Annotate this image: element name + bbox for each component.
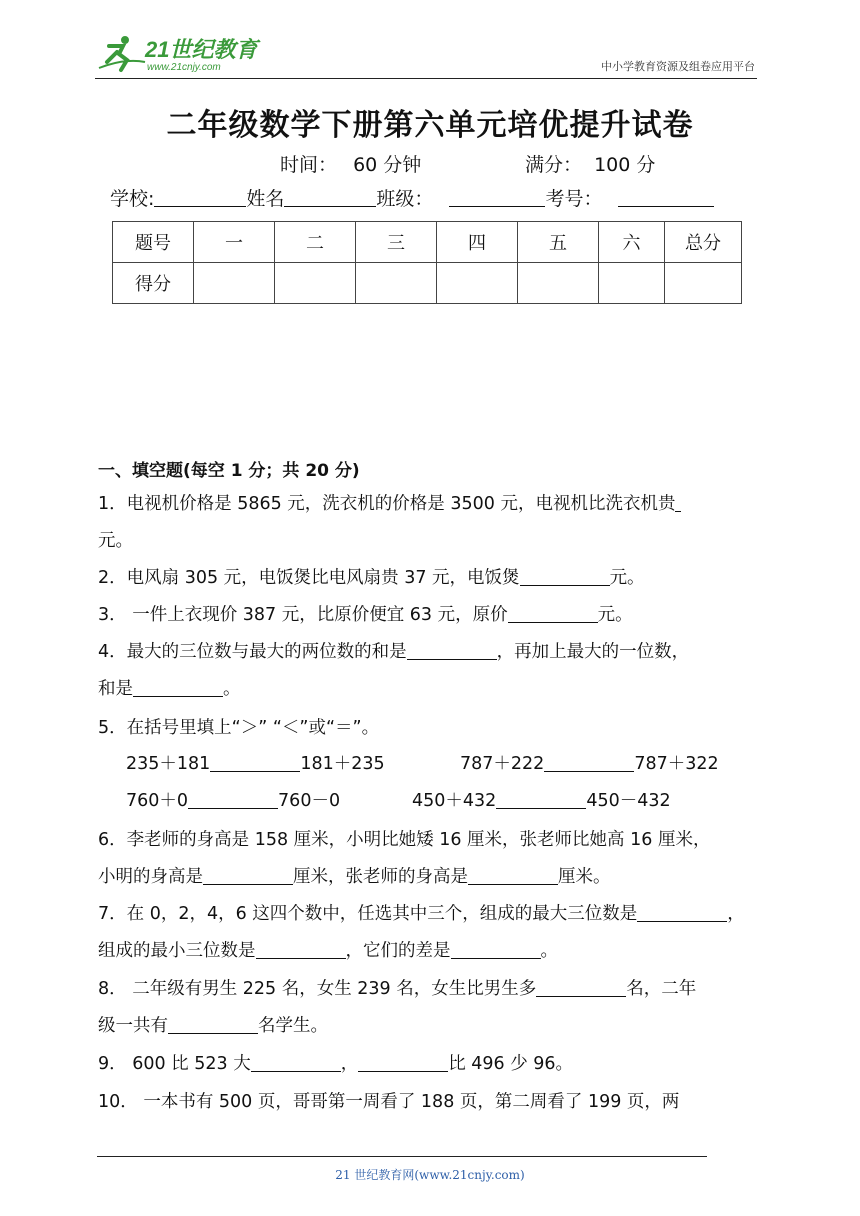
page-footer: 21 世纪教育网(www.21cnjy.com) [335, 1168, 525, 1182]
name-blank[interactable] [284, 188, 376, 207]
question-9 [98, 1050, 573, 1075]
question-10 [98, 1088, 679, 1113]
question-text: 厘米。 [558, 867, 611, 887]
page-header [95, 30, 757, 79]
answer-blank[interactable] [544, 753, 634, 772]
question-6-cont [98, 863, 611, 888]
answer-blank[interactable] [468, 866, 558, 885]
question-6 [98, 826, 710, 851]
question-text: 级一共有 [98, 1016, 168, 1036]
question-text: 组成的最小三位数是 [98, 941, 256, 961]
question-text: 厘米，张老师的身高是 [293, 867, 468, 887]
header-tagline: 中小学教育资源及组卷应用平台 [601, 60, 755, 73]
answer-blank[interactable] [251, 1053, 341, 1072]
answer-blank[interactable] [203, 866, 293, 885]
question-text: 7．在 0，2，4，6 这四个数中，任选其中三个，组成的最大三位数是 [98, 904, 638, 924]
question-5 [98, 714, 379, 739]
exam-no-label: 考号： [545, 188, 603, 210]
score-info [525, 150, 655, 177]
answer-blank[interactable] [133, 678, 223, 697]
question-8-cont [98, 1012, 328, 1037]
brand-logo [95, 32, 265, 74]
brand-url: www.21cnjy.com [147, 62, 221, 73]
brand-name: 21世纪教育 [145, 37, 258, 62]
question-text: 比 496 少 96。 [448, 1054, 574, 1074]
question-4-cont [98, 675, 241, 700]
student-info-line [110, 184, 714, 211]
question-text: ， [340, 1054, 359, 1074]
question-1 [98, 490, 681, 515]
question-text: 10． 一本书有 500 页，哥哥第一周看了 188 页，第二周看了 199 页，两 [98, 1092, 680, 1112]
question-8 [98, 975, 696, 1000]
compare-item [460, 750, 719, 775]
expression: 235＋181 [126, 754, 211, 774]
question-text: 元。 [597, 605, 633, 625]
expression: 760＋0 [126, 791, 189, 811]
question-text: 名学生。 [258, 1016, 328, 1036]
page-title: 二年级数学下册第六单元培优提升试卷 [166, 108, 694, 143]
expression: 450＋432 [412, 791, 497, 811]
school-label: 学校: [110, 188, 155, 210]
footer-divider [97, 1156, 707, 1157]
answer-blank[interactable] [520, 567, 610, 586]
answer-blank[interactable] [451, 940, 541, 959]
question-text: 名，二年 [626, 979, 697, 999]
score-cell[interactable] [356, 263, 437, 304]
table-header-cell: 六 [599, 222, 665, 263]
question-text: 元。 [98, 531, 133, 551]
answer-blank[interactable] [210, 753, 300, 772]
question-1-cont [98, 527, 133, 552]
question-text: ，再加上最大的一位数， [496, 642, 690, 662]
expression: 787＋222 [460, 754, 545, 774]
answer-blank[interactable] [637, 903, 727, 922]
time-label: 时间： [280, 154, 338, 176]
question-text: 。 [540, 941, 558, 961]
score-value: 100 分 [594, 154, 656, 176]
table-header-cell: 三 [356, 222, 437, 263]
question-text: 4．最大的三位数与最大的两位数的和是 [98, 642, 407, 662]
question-3 [98, 601, 633, 626]
question-2 [98, 564, 645, 589]
compare-item [126, 787, 340, 812]
answer-blank[interactable] [407, 641, 497, 660]
answer-blank[interactable] [188, 790, 278, 809]
table-header-cell: 题号 [113, 222, 194, 263]
school-blank[interactable] [154, 188, 246, 207]
score-label: 满分： [525, 154, 583, 176]
score-table-score-row [113, 263, 742, 304]
table-header-cell: 五 [518, 222, 599, 263]
question-7 [98, 900, 745, 925]
answer-blank[interactable] [536, 978, 626, 997]
question-4 [98, 638, 689, 663]
expression: 181＋235 [300, 754, 385, 774]
score-table-header-row [113, 222, 742, 263]
question-text: 小明的身高是 [98, 867, 203, 887]
question-text: 2．电风扇 305 元，电饭煲比电风扇贵 37 元，电饭煲 [98, 568, 520, 588]
question-text: 1．电视机价格是 5865 元，洗衣机的价格是 3500 元，电视机比洗衣机贵 [98, 494, 676, 514]
time-info [280, 150, 421, 177]
question-text: 8． 二年级有男生 225 名，女生 239 名，女生比男生多 [98, 979, 537, 999]
class-label: 班级： [376, 188, 434, 210]
question-text: 5．在括号里填上“＞” “＜”或“＝”。 [98, 718, 380, 738]
name-label: 姓名 [246, 188, 285, 210]
answer-blank[interactable] [675, 493, 681, 512]
table-header-cell: 总分 [665, 222, 742, 263]
question-text: 9． 600 比 523 大 [98, 1054, 251, 1074]
section-title: 一、填空题(每空 1 分；共 20 分) [98, 461, 360, 481]
table-header-cell: 一 [194, 222, 275, 263]
class-blank[interactable] [449, 188, 545, 207]
score-cell[interactable] [599, 263, 665, 304]
table-header-cell: 四 [437, 222, 518, 263]
score-table [112, 221, 742, 304]
answer-blank[interactable] [496, 790, 586, 809]
score-cell[interactable] [518, 263, 599, 304]
expression: 787＋322 [634, 754, 719, 774]
score-cell[interactable] [194, 263, 275, 304]
time-value: 60 分钟 [353, 154, 422, 176]
question-text: 和是 [98, 679, 133, 699]
expression: 450－432 [586, 791, 671, 811]
answer-blank[interactable] [508, 604, 598, 623]
score-cell[interactable] [665, 263, 742, 304]
answer-blank[interactable] [256, 940, 346, 959]
score-cell[interactable] [275, 263, 356, 304]
compare-item [126, 750, 385, 775]
question-text: 6．李老师的身高是 158 厘米，小明比她矮 16 厘米，张老师比她高 16 厘米， [98, 830, 711, 850]
table-header-cell: 二 [275, 222, 356, 263]
question-7-cont [98, 937, 558, 962]
question-text: ，它们的差是 [345, 941, 451, 961]
score-cell[interactable] [437, 263, 518, 304]
runner-logo-icon [95, 32, 265, 74]
question-text: ， [727, 904, 745, 924]
compare-item [412, 787, 671, 812]
answer-blank[interactable] [358, 1053, 448, 1072]
table-row-label: 得分 [113, 263, 194, 304]
question-text: 。 [223, 679, 241, 699]
exam-no-blank[interactable] [618, 188, 714, 207]
question-text: 元。 [609, 568, 645, 588]
answer-blank[interactable] [168, 1015, 258, 1034]
question-text: 3． 一件上衣现价 387 元，比原价便宜 63 元，原价 [98, 605, 508, 625]
expression: 760－0 [278, 791, 341, 811]
